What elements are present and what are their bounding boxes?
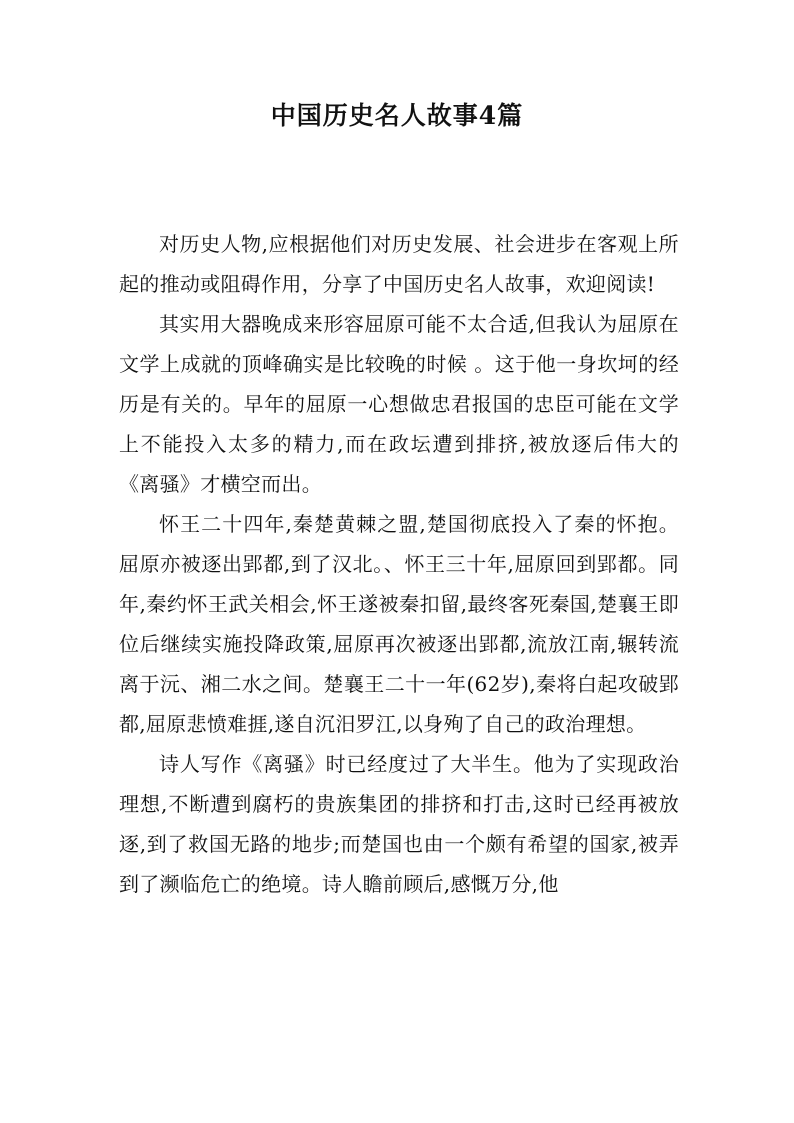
paragraph-qu-yuan-late-bloomer: 其实用大器晚成来形容屈原可能不太合适,但我认为屈原在文学上成就的顶峰确实是比较晚的时候 。这于他一身坎坷的经历是有关的。早年的屈原一心想做忠君报国的忠臣可能在文学上不能投入太多的精力,而在政坛遭到排挤,被放逐后伟大的《离骚》才横空而出。 (119, 312, 679, 496)
paragraph-li-sao-writing: 诗人写作《离骚》时已经度过了大半生。他为了实现政治理想,不断遭到腐朽的贵族集团的排挤和打击,这时已经再被放逐,到了救国无路的地步;而楚国也由一个颇有希望的国家,被弄到了濒临危亡的绝境。诗人瞻前顾后,感慨万分,他 (119, 752, 679, 896)
document-title: 中国历史名人故事4篇 (270, 101, 524, 130)
paragraph-exile-history: 怀王二十四年,秦楚黄棘之盟,楚国彻底投入了秦的怀抱。屈原亦被逐出郢都,到了汉北。、怀王三十年,屈原回到郢都。同年,秦约怀王武关相会,怀王遂被秦扣留,最终客死秦国,楚襄王即位后继续实施投降政策,屈原再次被逐出郢都,流放江南,辗转流离于沅、湘二水之间。楚襄王二十一年(62岁),秦将白起攻破郢都,屈原悲愤难捱,遂自沉汨罗江,以身殉了自己的政治理想。 (119, 512, 679, 736)
paragraph-intro: 对历史人物,应根据他们对历史发展、社会进步在客观上所起的推动或阻碍作用，分享了中国历史名人故事，欢迎阅读! (119, 232, 679, 296)
document-body (119, 224, 679, 904)
